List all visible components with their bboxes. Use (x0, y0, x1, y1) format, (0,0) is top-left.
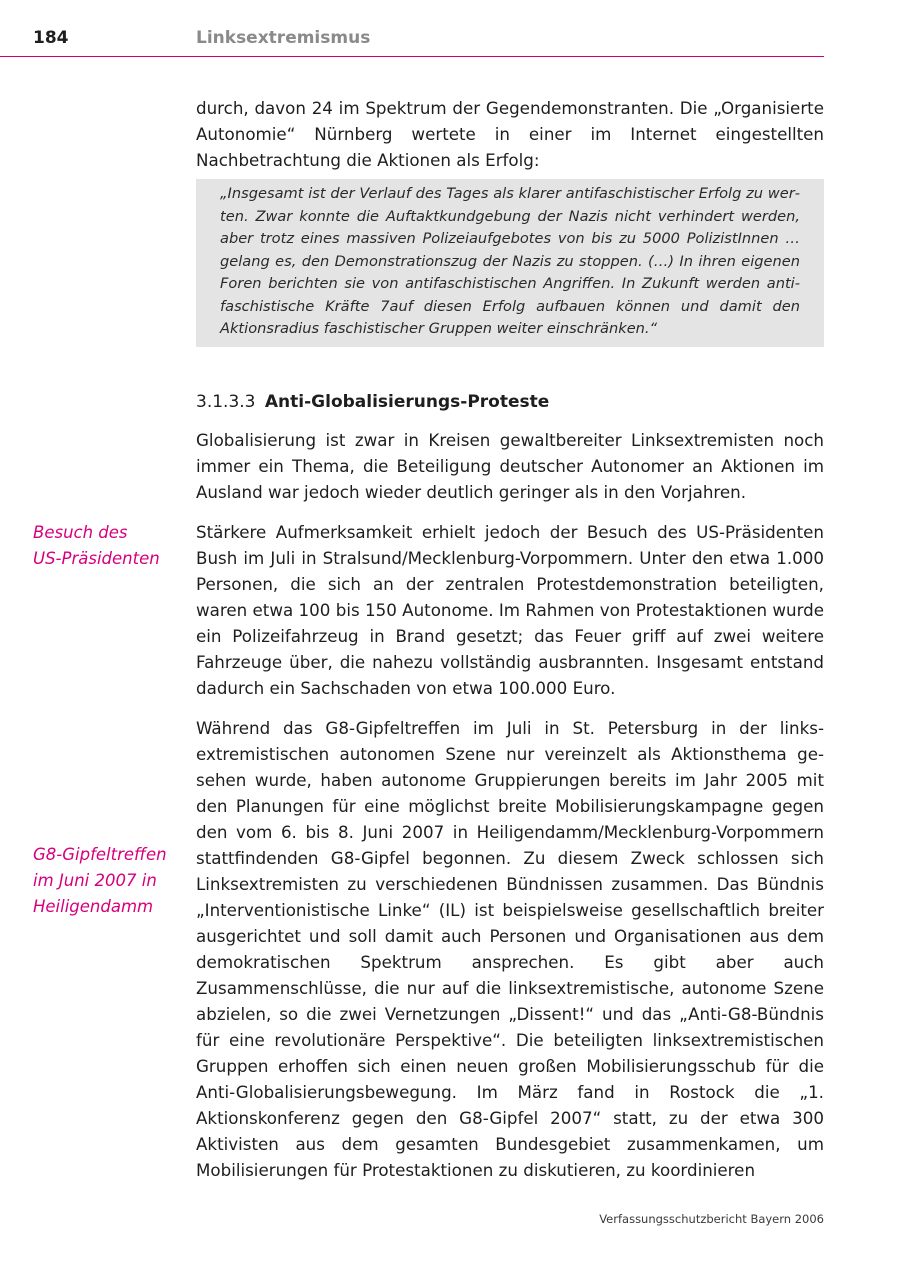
margin-note-g8-summit (33, 842, 183, 920)
section-number: 3.1.3.3 (196, 391, 256, 412)
margin-note-line: US-Präsidenten (33, 549, 160, 568)
margin-note-line: G8-Gipfeltreffen (33, 845, 167, 864)
main-text-column (196, 95, 824, 1183)
section-title: Anti-Globalisierungs-Proteste (264, 391, 550, 412)
margin-note-line: im Juni 2007 in (33, 871, 157, 890)
page-header (0, 24, 824, 57)
body-paragraph: Stärkere Aufmerksamkeit erhielt jedoch der Besuch des US-Präsidenten Bush im Juli in Stralsund/Mecklenburg-Vorpommern. Unter den etwa 1.000 Personen, die sich an der zentralen Protestdemonstration beteiligten, waren etwa 100 bis 150 Autonome. Im Rahmen von Protestaktionen wurde ein Polizeifahrzeug in Brand gesetzt; das Feuer griff auf zwei weitere Fahrzeuge über, die nahezu vollständig ausbrannten. Insgesamt entstand dadurch ein Sachschaden von etwa 100.000 Euro. (196, 521, 824, 698)
margin-note-line: Heiligendamm (33, 897, 154, 916)
body-paragraph: Während das G8-Gipfeltreffen im Juli in St. Petersburg in der linksextremistischen autonomen Szene nur vereinzelt als Aktionsthema gesehen wurde, haben autonome Gruppierungen bereits im Jahr 2005 mit den Planungen für eine möglichst breite Mobilisierungskampagne gegen den vom 6. bis 8. Juni 2007 in Heiligendamm/Mecklenburg-Vorpommern stattfindenden G8-Gipfel begonnen. Zu diesem Zweck schlossen sich Linksextremisten zu verschiedenen Bündnissen zusammen. Das Bündnis „Interventionistische Linke“ (IL) ist beispielsweise gesellschaftlich breiter ausgerichtet und soll damit auch Personen und Organisationen aus dem demokratischen Spektrum ansprechen. Es gibt aber auch Zusammenschlüsse, die nur auf die linksextremistische, autonome Szene abzielen, so die zwei Vernetzungen „Dissent!“ und das „Anti-G8-Bündnis für eine revolutionäre Perspektive“. Die beteiligten linksextremistischen Gruppen erhoffen sich einen neuen großen Mobilisierungsschub für die Anti-Globalisierungsbewegung. Im März fand in Rostock die „1. Aktionskonferenz gegen den G8-Gipfel 2007“ statt, zu der etwa 300 Aktivisten aus dem gesamten Bundesgebiet zusammenkamen, um Mobilisierungen für Protestaktionen zu diskutieren, zu koordinieren (196, 717, 824, 1180)
section-heading (196, 389, 824, 415)
margin-note-us-president (33, 520, 183, 572)
page-footer: Verfassungsschutzbericht Bayern 2006 (599, 1212, 824, 1226)
margin-note-line: Besuch des (33, 523, 128, 542)
running-title: Linksextremismus (196, 28, 371, 48)
intro-paragraph: durch, davon 24 im Spektrum der Gegendemonstranten. Die „Organisierte Autonomie“ Nürnberg wertete in einer im Internet eingestellten Nachbetrachtung die Aktionen als Erfolg: (196, 98, 824, 170)
block-quote (196, 179, 824, 347)
quote-text: „Insgesamt ist der Verlauf des Tages als klarer antifaschistischer Erfolg zu werten. Zwar konnte die Auftaktkundgebung der Nazis nicht verhindert werden, aber trotz eines massiven Polizeiaufgebotes von bis zu 5000 PolizistInnen … gelang es, den Demonstrationszug der Nazis zu stoppen. (…) In ihren eigenen Foren berichten sie von antifaschistischen Angriffen. In Zukunft werden antifaschistische Kräfte 7auf diesen Erfolg aufbauen können und damit den Aktionsradius faschistischer Gruppen weiter einschränken.“ (220, 185, 800, 337)
body-paragraph: Globalisierung ist zwar in Kreisen gewaltbereiter Linksextremisten noch immer ein Thema, die Beteiligung deutscher Autonomer an Aktionen im Ausland war jedoch wieder deutlich geringer als in den Vorjahren. (196, 429, 824, 502)
page-number: 184 (33, 28, 69, 48)
